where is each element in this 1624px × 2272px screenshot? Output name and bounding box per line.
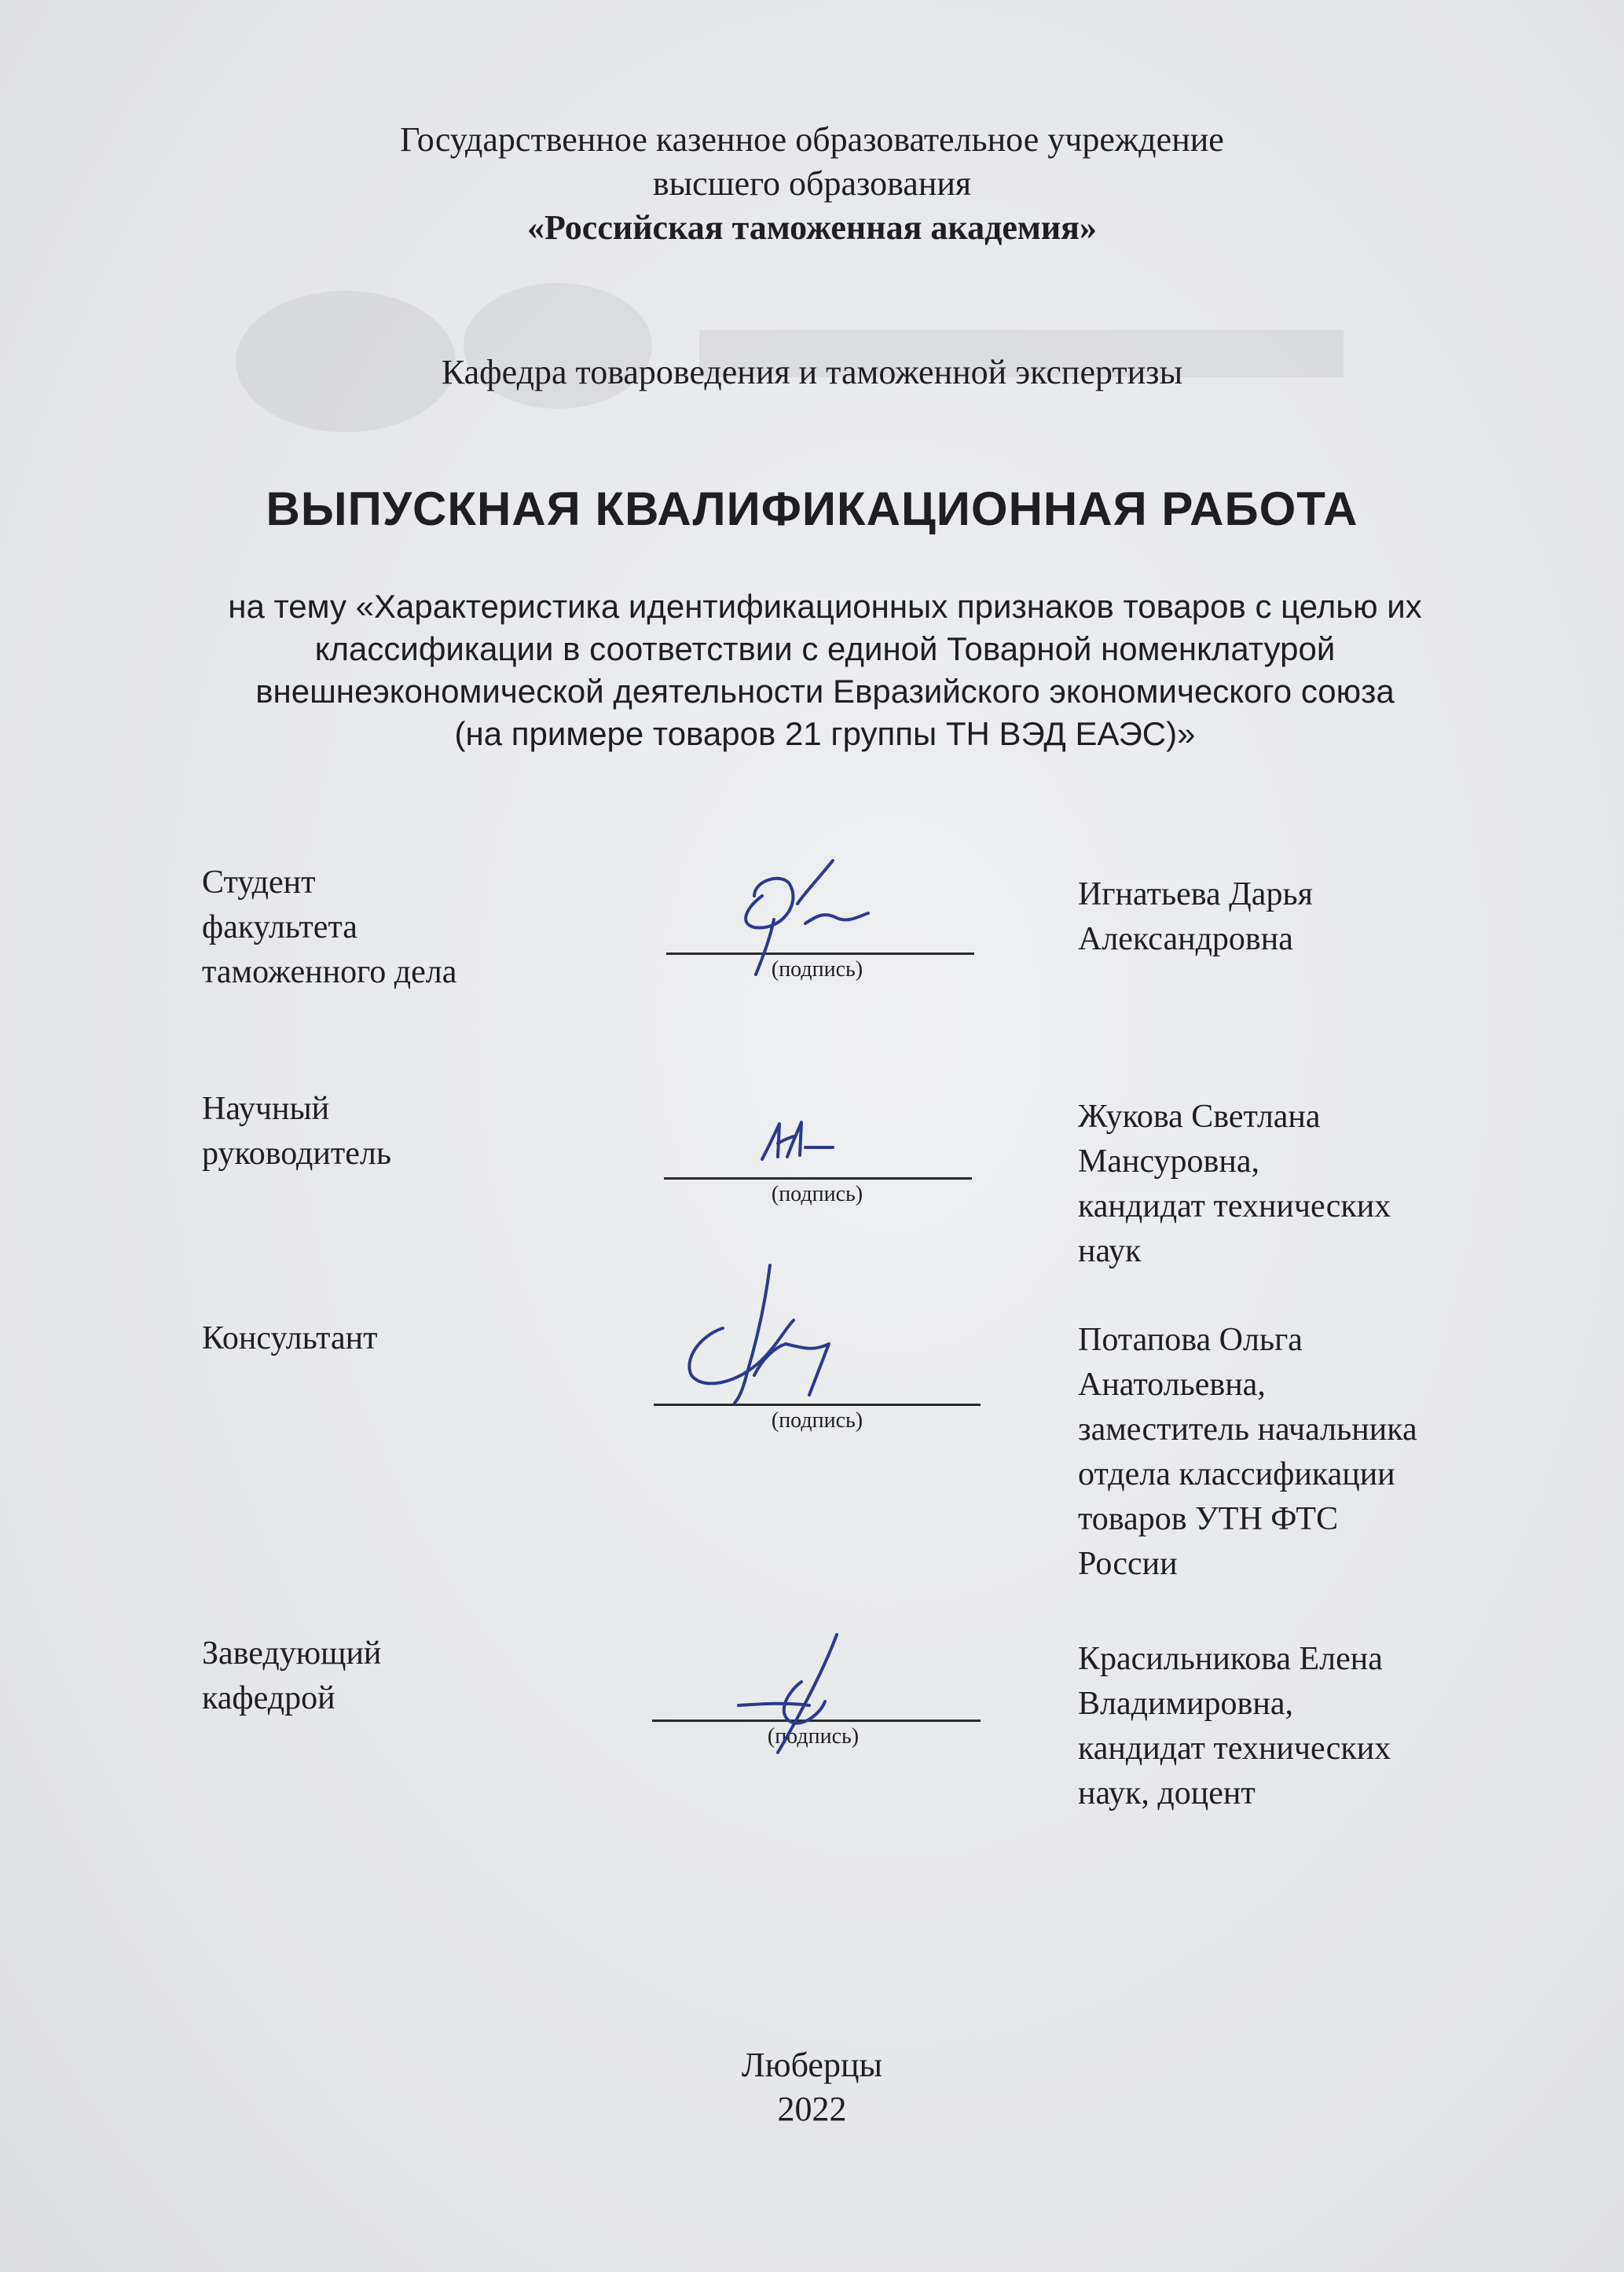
- person-line: Анатольевна,: [1078, 1367, 1266, 1403]
- person-line: наук, доцент: [1078, 1775, 1256, 1811]
- role-line: Научный: [202, 1091, 330, 1127]
- supervisor-signature: [754, 1108, 849, 1179]
- person-line: Игнатьева Дарья: [1078, 876, 1313, 912]
- head-signature-caption: (подпись): [767, 1724, 860, 1749]
- role-line: кафедрой: [202, 1680, 335, 1716]
- student-name: [1078, 872, 1518, 962]
- consultant-signature: [676, 1257, 849, 1415]
- supervisor-name: [1078, 1095, 1518, 1274]
- topic-line-1: на тему «Характеристика идентификационных признаков товаров с целью их: [228, 588, 1422, 625]
- consultant-role: [202, 1316, 610, 1361]
- person-line: Красильникова Елена: [1078, 1641, 1383, 1677]
- head-of-department-name: [1078, 1637, 1518, 1816]
- document-title: ВЫПУСКНАЯ КВАЛИФИКАЦИОННАЯ РАБОТА: [266, 483, 1358, 535]
- institution-line-2: высшего образования: [652, 164, 972, 203]
- person-line: Александровна: [1078, 921, 1293, 957]
- supervisor-role: [202, 1087, 610, 1176]
- role-line: руководитель: [202, 1136, 392, 1172]
- person-line: наук: [1078, 1233, 1142, 1269]
- consultant-name: [1078, 1318, 1518, 1587]
- person-line: Жукова Светлана: [1078, 1099, 1321, 1135]
- role-line: Студент: [202, 864, 316, 901]
- topic-line-3: внешнеэкономической деятельности Евразийского экономического союза: [255, 673, 1395, 710]
- city-and-year: [0, 2043, 1624, 2131]
- institution-line-1: Государственное казенное образовательное учреждение: [400, 120, 1224, 159]
- role-line: факультета: [202, 909, 357, 945]
- person-line: Потапова Ольга: [1078, 1322, 1303, 1358]
- person-line: отдела классификации: [1078, 1456, 1395, 1492]
- head-of-department-role: [202, 1632, 610, 1721]
- person-line: России: [1078, 1546, 1178, 1582]
- role-line: таможенного дела: [202, 954, 457, 990]
- student-signature: [707, 849, 896, 982]
- person-line: заместитель начальника: [1078, 1411, 1417, 1448]
- supervisor-signature-caption: (подпись): [771, 1182, 863, 1206]
- institution-header: [0, 118, 1624, 250]
- role-line: Заведующий: [202, 1635, 382, 1672]
- person-line: Владимировна,: [1078, 1686, 1293, 1722]
- thesis-topic: [181, 585, 1469, 755]
- consultant-signature-caption: (подпись): [771, 1408, 863, 1433]
- topic-line-4: (на примере товаров 21 группы ТН ВЭД ЕАЭС)»: [454, 715, 1196, 752]
- year: 2022: [777, 2090, 847, 2128]
- student-role: [202, 861, 610, 995]
- person-line: кандидат технических: [1078, 1731, 1391, 1767]
- city-name: Люберцы: [741, 2046, 883, 2084]
- person-line: Мансуровна,: [1078, 1143, 1259, 1180]
- person-line: товаров УТН ФТС: [1078, 1501, 1339, 1537]
- role-line: Консультант: [202, 1320, 378, 1356]
- department-name: Кафедра товароведения и таможенной экспертизы: [441, 353, 1183, 391]
- institution-name: «Российская таможенная академия»: [527, 208, 1097, 247]
- student-signature-caption: (подпись): [771, 957, 863, 982]
- topic-line-2: классификации в соответствии с единой Товарной номенклатурой: [314, 630, 1336, 667]
- head-signature: [731, 1627, 849, 1760]
- person-line: кандидат технических: [1078, 1188, 1391, 1224]
